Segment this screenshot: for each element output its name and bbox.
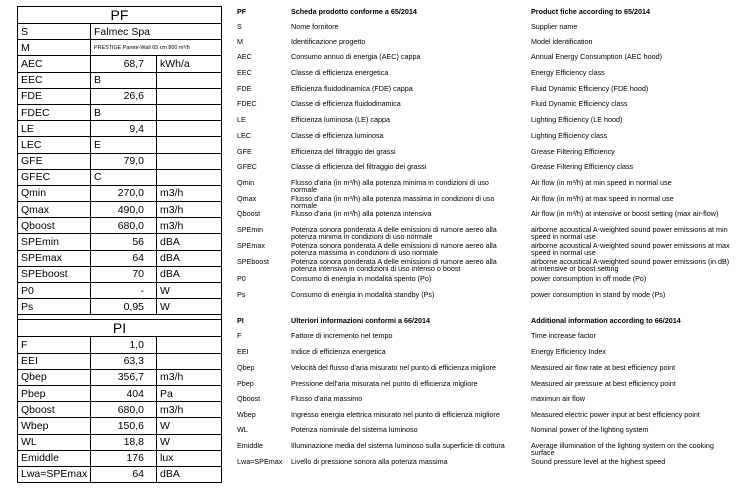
code-label: SPEboost (237, 257, 269, 266)
english-description: Air flow (in m³/h) at min speed in normal use (531, 178, 672, 187)
code-label: GFE (237, 147, 252, 156)
param-value: 270,0 (91, 185, 157, 201)
product-fiche-table (17, 6, 222, 483)
table-row (18, 121, 222, 137)
param-unit: Pa (157, 385, 222, 401)
model-name: PRESTIGE Parete-Wall 65 cm 800 m³/h (91, 40, 222, 56)
param-code: EEI (18, 353, 91, 369)
code-label: PF (237, 7, 247, 16)
param-unit: m3/h (157, 218, 222, 234)
table-row (18, 402, 222, 418)
code-label: EEI (237, 347, 249, 356)
italian-description: Indice di efficienza energetica (291, 347, 386, 356)
italian-description: Velocità del flusso d'aria misurato nel punto di efficienza migliore (291, 363, 496, 372)
param-unit: kWh/a (157, 56, 222, 72)
italian-description: Fattore di incremento nel tempo (291, 331, 393, 340)
table-row (18, 104, 222, 120)
italian-description: Flusso d'aria massimo (291, 394, 363, 403)
code-label: Emiddle (237, 441, 263, 450)
table-row (18, 56, 222, 72)
english-description: maximun air flow (531, 394, 585, 403)
param-code: M (18, 40, 91, 56)
param-code: FDEC (18, 104, 91, 120)
code-label: M (237, 37, 243, 46)
section-title: PI (18, 320, 222, 337)
param-value: 9,4 (91, 121, 157, 137)
param-code: Wbep (18, 418, 91, 434)
param-value: 150,6 (91, 418, 157, 434)
param-code: Pbep (18, 385, 91, 401)
param-unit: W (157, 418, 222, 434)
param-value: 63,3 (91, 353, 157, 369)
english-description: Product fiche according to 65/2014 (531, 7, 651, 16)
table-row (18, 450, 222, 466)
code-label: Qmax (237, 194, 257, 203)
code-label: FDE (237, 84, 252, 93)
param-code: P0 (18, 283, 91, 299)
param-code: SPEmax (18, 250, 91, 266)
param-unit: m3/h (157, 185, 222, 201)
param-value: E (91, 137, 157, 153)
english-description: Grease Filtering Efficiency class (531, 162, 634, 171)
param-value: 1,0 (91, 337, 157, 353)
english-description: Annual Energy Consumption (AEC hood) (531, 52, 663, 61)
param-unit: m3/h (157, 402, 222, 418)
italian-description: Potenza sonora ponderata A delle emissioni di rumore aereo alla potenza minima in condizioni di uso normale (291, 225, 497, 241)
param-unit (157, 337, 222, 353)
param-unit: W (157, 434, 222, 450)
english-description: Lighting Efficiency (LE hood) (531, 115, 623, 124)
param-unit (157, 353, 222, 369)
table-row (18, 202, 222, 218)
english-description: Energy Efficiency class (531, 68, 605, 77)
param-code: Qbep (18, 369, 91, 385)
table-row (18, 337, 222, 353)
table-row (18, 185, 222, 201)
param-unit: dBA (157, 466, 222, 482)
italian-description: Ulteriori informazioni conformi a 66/2014 (291, 316, 430, 325)
code-label: WL (237, 425, 248, 434)
param-unit (157, 153, 222, 169)
code-label: Qboost (237, 394, 261, 403)
italian-description: Ingresso energia elettrica misurato nel punto di efficienza migliore (291, 410, 500, 419)
english-description: Air flow (in m³/h) at intensive or boost setting (max air-flow) (531, 209, 719, 218)
italian-description: Classe di efficienza energetica (291, 68, 389, 77)
english-description: Fluid Dynamic Efficiency (FDE hood) (531, 84, 649, 93)
english-description: airborne acoustical A-weighted sound power emissions (in dB) at intensive or boost setting (531, 257, 730, 273)
italian-description: Illuminazione media del sistema luminoso sulla superficie di cottura (291, 441, 505, 450)
param-code: FDE (18, 88, 91, 104)
param-code: WL (18, 434, 91, 450)
english-description: Sound pressure level at the highest speed (531, 457, 666, 466)
table-row (18, 283, 222, 299)
italian-description: Flusso d'aria (in m³/h) alla potenza intensiva (291, 209, 432, 218)
param-code: GFE (18, 153, 91, 169)
param-value: B (91, 104, 157, 120)
param-unit: dBA (157, 266, 222, 282)
english-description: Nominal power of the lighting system (531, 425, 649, 434)
code-label: F (237, 331, 242, 340)
param-code: GFEC (18, 169, 91, 185)
italian-description: Potenza sonora ponderata A delle emissioni di rumore aereo alla potenza intensiva in condizioni di uso intenso o boost (291, 257, 497, 273)
code-label: P0 (237, 274, 246, 283)
param-unit: lux (157, 450, 222, 466)
param-value: C (91, 169, 157, 185)
table-row (18, 466, 222, 482)
english-description: Average illumination of the lighting system on the cooking surface (531, 441, 714, 457)
section-header-row (18, 320, 222, 337)
param-value: 56 (91, 234, 157, 250)
param-value: 176 (91, 450, 157, 466)
italian-description: Classe di efficienza luminosa (291, 131, 384, 140)
param-value: 79,0 (91, 153, 157, 169)
code-label: Qboost (237, 209, 261, 218)
code-label: LEC (237, 131, 251, 140)
table-row (18, 266, 222, 282)
italian-description: Flusso d'aria (in m³/h) alla potenza minima in condizioni di uso normale (291, 178, 489, 194)
param-value: B (91, 72, 157, 88)
english-description: Air flow (in m³/h) at max speed in normal use (531, 194, 674, 203)
italian-description: Livello di pressione sonora alla potenza massima (291, 457, 448, 466)
param-code: SPEmin (18, 234, 91, 250)
param-code: LEC (18, 137, 91, 153)
param-value: 404 (91, 385, 157, 401)
param-unit (157, 137, 222, 153)
param-unit (157, 121, 222, 137)
param-unit (157, 88, 222, 104)
param-code: AEC (18, 56, 91, 72)
param-code: Qboost (18, 402, 91, 418)
english-description: Fluid Dynamic Efficiency class (531, 99, 628, 108)
italian-description: Consumo di energia in modalità spento (Po) (291, 274, 432, 283)
param-code: Lwa=SPEmax (18, 466, 91, 482)
italian-description: Flusso d'aria (in m³/h) alla potenza massima in condizioni di uso normale (291, 194, 495, 210)
param-code: LE (18, 121, 91, 137)
param-value: 0,95 (91, 299, 157, 315)
param-unit: W (157, 283, 222, 299)
code-label: SPEmax (237, 241, 265, 250)
param-code: F (18, 337, 91, 353)
table-row (18, 385, 222, 401)
table-row (18, 40, 222, 56)
param-value: 26,6 (91, 88, 157, 104)
english-description: Additional information according to 66/2014 (531, 316, 681, 325)
param-code: Qmin (18, 185, 91, 201)
code-label: GFEC (237, 162, 257, 171)
code-label: AEC (237, 52, 252, 61)
table-row (18, 369, 222, 385)
table-row (18, 24, 222, 40)
table-row (18, 418, 222, 434)
param-value: 68,7 (91, 56, 157, 72)
italian-description: Efficienza fluidodinamica (FDE) cappa (291, 84, 413, 93)
param-unit: m3/h (157, 202, 222, 218)
italian-description: Scheda prodotto conforme a 65/2014 (291, 7, 417, 16)
italian-description: Classe di efficienza del filtraggio dei grassi (291, 162, 427, 171)
param-unit (157, 72, 222, 88)
param-value: 490,0 (91, 202, 157, 218)
param-value: 356,7 (91, 369, 157, 385)
table-row (18, 299, 222, 315)
param-unit: dBA (157, 234, 222, 250)
param-code: Qmax (18, 202, 91, 218)
param-value: 64 (91, 466, 157, 482)
param-unit (157, 104, 222, 120)
code-label: LE (237, 115, 246, 124)
english-description: airborne acoustical A-weighted sound power emissions at max speed in normal use (531, 241, 730, 257)
param-unit: m3/h (157, 369, 222, 385)
italian-description: Classe di efficienza fluidodinamica (291, 99, 401, 108)
table-row (18, 218, 222, 234)
code-label: Ps (237, 290, 246, 299)
param-unit: W (157, 299, 222, 315)
english-description: airborne acoustical A-weighted sound power emissions at min speed in normal use (531, 225, 728, 241)
english-description: Energy Efficiency Index (531, 347, 606, 356)
italian-description: Potenza sonora ponderata A delle emissioni di rumore aereo alla potenza massima in condizioni di uso normale (291, 241, 497, 257)
english-description: power consumption in off mode (Po) (531, 274, 647, 283)
param-code: Qboost (18, 218, 91, 234)
param-value: 680,0 (91, 218, 157, 234)
table-row (18, 353, 222, 369)
param-code: Ps (18, 299, 91, 315)
param-unit: dBA (157, 250, 222, 266)
code-label: Qbep (237, 363, 255, 372)
section-title: PF (18, 7, 222, 24)
param-value: 18,8 (91, 434, 157, 450)
param-value: 64 (91, 250, 157, 266)
code-label: PI (237, 316, 244, 325)
param-unit (157, 169, 222, 185)
section-header-row (18, 7, 222, 24)
param-value: 680,0 (91, 402, 157, 418)
italian-description: Consumo di energia in modalità standby (Ps) (291, 290, 435, 299)
italian-description: Pressione dell'aria misurata nel punto di efficienza migliore (291, 379, 478, 388)
table-row (18, 234, 222, 250)
code-label: Wbep (237, 410, 256, 419)
italian-description: Identificazione progetto (291, 37, 366, 46)
code-label: FDEC (237, 99, 257, 108)
english-description: Model identification (531, 37, 593, 46)
italian-description: Efficienza luminosa (LE) cappa (291, 115, 390, 124)
italian-description: Efficienza del filtraggio dei grassi (291, 147, 396, 156)
english-description: Lighting Efficiency class (531, 131, 608, 140)
param-value: - (91, 283, 157, 299)
italian-description: Nome fornitore (291, 22, 339, 31)
supplier-name: Falmec Spa (91, 24, 222, 40)
table-row (18, 137, 222, 153)
english-description: Supplier name (531, 22, 578, 31)
italian-description: Potenza nominale del sistema luminoso (291, 425, 418, 434)
param-code: SPEboost (18, 266, 91, 282)
table-row (18, 169, 222, 185)
code-label: SPEmin (237, 225, 263, 234)
english-description: power consumption in stand by mode (Ps) (531, 290, 666, 299)
code-label: S (237, 22, 242, 31)
english-description: Measured air flow rate at best efficiency point (531, 363, 676, 372)
table-row (18, 250, 222, 266)
table-row (18, 434, 222, 450)
code-label: Lwa=SPEmax (237, 457, 283, 466)
english-description: Time increase factor (531, 331, 596, 340)
code-label: Pbep (237, 379, 254, 388)
english-description: Measured electric power input at best efficiency point (531, 410, 700, 419)
table-row (18, 88, 222, 104)
code-label: Qmin (237, 178, 255, 187)
italian-description: Consumo annuo di energia (AEC) cappa (291, 52, 421, 61)
param-code: S (18, 24, 91, 40)
table-row (18, 72, 222, 88)
english-description: Measured air pressure at best efficiency point (531, 379, 676, 388)
param-code: Emiddle (18, 450, 91, 466)
code-label: EEC (237, 68, 252, 77)
english-description: Grease Filtering Efficiency (531, 147, 615, 156)
param-code: EEC (18, 72, 91, 88)
param-value: 70 (91, 266, 157, 282)
table-row (18, 153, 222, 169)
